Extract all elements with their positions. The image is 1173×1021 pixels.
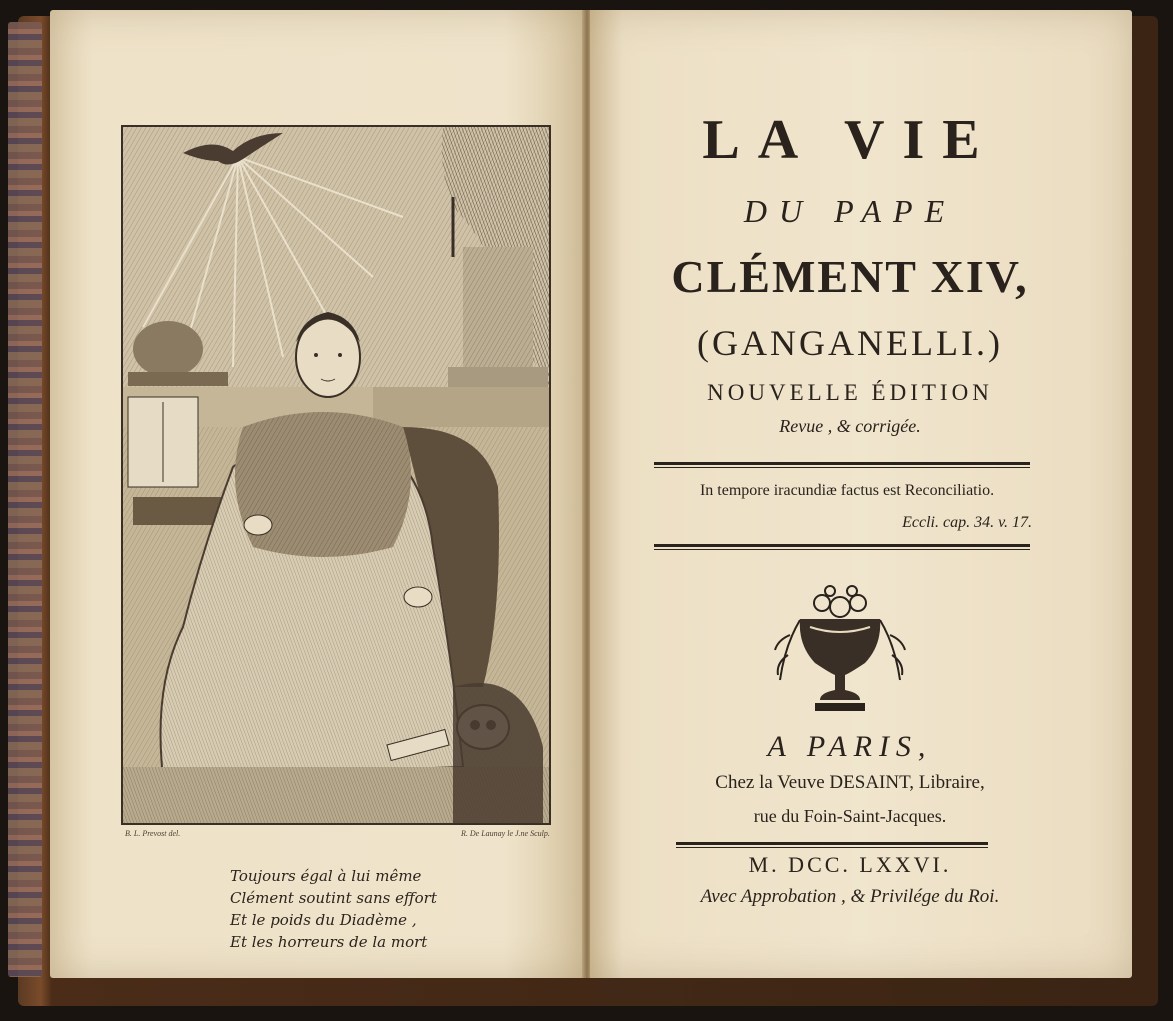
engraving-credit-artist: B. L. Prevost del. [125, 829, 181, 838]
imprint-rule [676, 842, 988, 848]
title-line-la-vie: LA VIE [702, 109, 998, 171]
double-rule-bottom [654, 544, 1030, 550]
frontispiece-engraving [121, 125, 551, 825]
imprint-year: M. DCC. LXXVI. [748, 852, 952, 877]
verse-line: Toujours égal à lui même [230, 867, 422, 885]
verse-line: Et le poids du Diadème , [230, 911, 417, 929]
imprint-publisher: Chez la Veuve DESAINT, Libraire, [715, 772, 985, 793]
vase-ornament-icon [770, 585, 910, 720]
title-line-ganganelli: (GANGANELLI.) [697, 323, 1003, 363]
verse-line: Et les horreurs de la mort [230, 933, 428, 951]
epigraph-text: In tempore iracundiæ factus est Reconciliatio. [699, 482, 995, 499]
imprint-place: A PARIS, [767, 730, 933, 763]
verse-line: Clément soutint sans effort [230, 889, 437, 907]
epigraph-source: Eccli. cap. 34. v. 17. [902, 514, 1032, 531]
imprint-address: rue du Foin-Saint-Jacques. [753, 806, 947, 826]
imprint-privilege: Avec Approbation , & Privilége du Roi. [700, 886, 1000, 907]
double-rule-top [654, 462, 1030, 468]
title-line-clement: CLÉMENT XIV, [671, 251, 1029, 302]
revised-label: Revue , & corrigée. [779, 416, 921, 436]
tiara-icon [133, 321, 203, 377]
edition-label: NOUVELLE ÉDITION [707, 380, 993, 405]
book-edge [8, 22, 42, 977]
title-line-du-pape: DU PAPE [743, 193, 957, 229]
frontispiece-verse [230, 865, 470, 953]
engraving-credit-engraver: R. De Launay le J.ne Sculp. [461, 829, 550, 838]
engraving-illustration [123, 127, 549, 823]
